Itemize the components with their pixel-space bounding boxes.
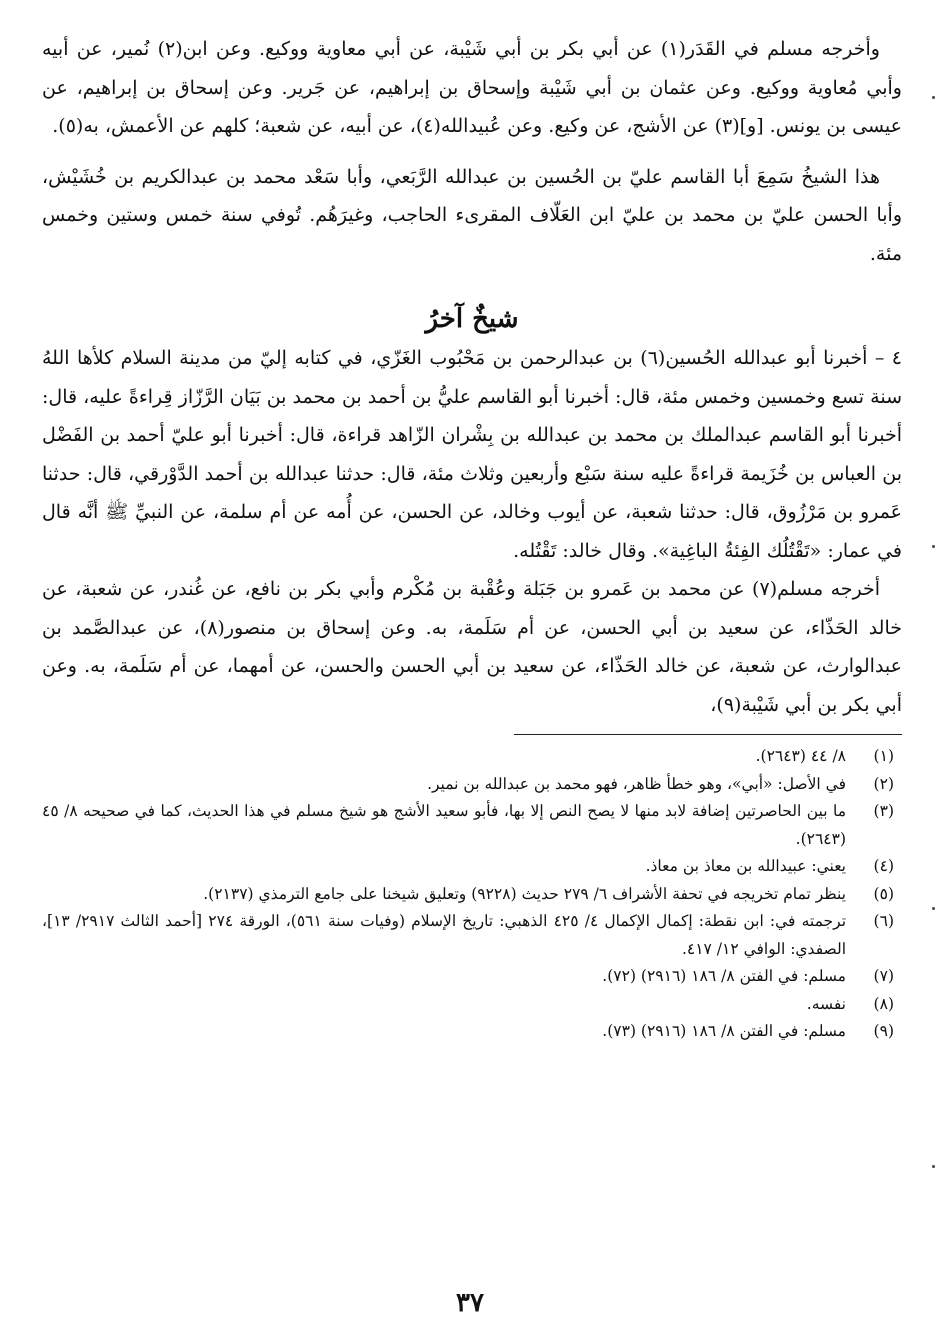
footnote-number: (٢) [873, 774, 894, 793]
footnote-text: ينظر تمام تخريجه في تحفة الأشراف ٦/ ٢٧٩ حديث (٩٢٢٨) وتعليق شيخنا على جامع الترمذي (٢١٣٧). [203, 884, 846, 903]
hadith-paragraph: ٤ – أخبرنا أبو عبدالله الحُسين(٦) بن عبدالرحمن بن مَحْبُوب الغَزّي، في كتابه إليّ من مدينة السلام كلأها اللهُ سنة تسع وخمسين وخمس مئة، قال: أخبرنا أبو القاسم عليُّ بن أحمد بن محمد بن بَيَان الرَّزّاز قِراءةً عليه، قال: أخبرنا أبو القاسم عبدالملك بن محمد بن عبدالله بن بِشْران الزّاهد قراءة، قال: أخبرنا أبو عليّ أحمد بن الفَضْل بن العباس بن خُزَيمة قراءةً عليه سنة سَبْع وأربعين وثلاث مئة، قال: حدثنا عبدالله بن أحمد الدَّوْرقي، قال: حدثنا عَمرو بن مَرْزُوق، قال: حدثنا شعبة، عن أيوب وخالد، عن الحسن، عن أُمه عن أم سلمة، عن النبيِّ ﷺ أنَّه قال في عمار: «تَقْتُلُك الفِئةُ الباغِية». وقال خالد: تَقْتُله. [42, 347, 902, 562]
takhrij-paragraph-1: وأخرجه مسلم في القَدَر(١) عن أبي بكر بن أبي شَيْبة، عن أبي معاوية ووكيع. وعن ابن(٢) نُمير، عن أبيه وأبي مُعاوية ووكيع. وعن عثمان بن أبي شَيْبة وإسحاق بن إبراهيم، عن جَرير. وعن إسحاق بن إبراهيم، عن عيسى بن يونس. [و](٣) عن الأشج، عن وكيع. وعن عُبيدالله(٤)، عن أبيه، عن شعبة؛ كلهم عن الأعمش، به(٥). [42, 38, 902, 137]
footnote-number: (٨) [873, 994, 894, 1013]
footnote-item [42, 743, 902, 771]
footnote-item [42, 881, 902, 909]
footnote-text: نفسه. [806, 994, 846, 1013]
page-number: ٣٧ [456, 1288, 484, 1318]
section-heading: شيخٌ آخرُ [425, 304, 519, 334]
footnote-text: ٨/ ٤٤ (٢٦٤٣). [755, 747, 846, 765]
footnote-number: (٣) [873, 802, 894, 820]
margin-mark [932, 545, 935, 548]
footnote-number: (١) [873, 747, 894, 765]
footnote-number: (٥) [873, 884, 894, 903]
main-text [42, 30, 902, 724]
footnote-separator [514, 734, 902, 735]
footnote-text: يعني: عبيدالله بن معاذ بن معاذ. [645, 857, 846, 875]
footnote-number: (٦) [873, 912, 894, 930]
footnote-number: (٧) [873, 967, 894, 985]
footnote-item [42, 963, 902, 991]
biography-paragraph: هذا الشيخُ سَمِعَ أبا القاسم عليّ بن الحُسين بن عبدالله الرَّبَعي، وأبا سَعْد محمد بن عبدالكريم بن خُشَيْش، وأبا الحسن عليّ بن محمد بن عليّ ابن العَلّاف المقرىء الحاجب، وغيرَهُم. تُوفي سنة خمس وستين وخمس مئة. [42, 165, 902, 265]
takhrij-paragraph-2: أخرجه مسلم(٧) عن محمد بن عَمرو بن جَبَلة وعُقْبة بن مُكْرم وأبي بكر بن نافع، عن غُندر، عن شعبة، عن خالد الحَذّاء، عن سعيد بن أبي الحسن، عن أم سَلَمة، به. وعن إسحاق بن منصور(٨)، عن عبدالصَّمد بن عبدالوارث، عن شعبة، عن خالد الحَذّاء، عن سعيد بن أبي الحسن والحسن، عن أمهما، عن أم سَلَمة، به. وعن أبي بكر بن أبي شَيْبة(٩)، [42, 578, 902, 716]
margin-mark [932, 907, 935, 910]
footnote-text: مسلم: في الفتن ٨/ ١٨٦ (٢٩١٦) (٧٣). [602, 1022, 846, 1040]
footnote-number: (٩) [873, 1022, 894, 1040]
margin-mark [932, 1165, 935, 1168]
footnote-text: ترجمته في: ابن نقطة: إكمال الإكمال ٤/ ٤٢٥ الذهبي: تاريخ الإسلام (وفيات سنة ٥٦١)، الورقة ٢٧٤ [أحمد الثالث ٢٩١٧/ ١٣]، الصفدي: الوافي ١٢/ ٤١٧. [42, 912, 847, 958]
footnotes [42, 743, 902, 1046]
footnote-text: في الأصل: «أبي»، وهو خطأ ظاهر، فهو محمد بن عبدالله بن نمير. [427, 774, 846, 793]
footnote-item [42, 798, 902, 853]
footnote-item [42, 908, 902, 963]
footnote-item [42, 853, 902, 881]
footnote-item [42, 1018, 902, 1046]
footnote-item [42, 991, 902, 1019]
margin-mark [932, 96, 935, 99]
footnote-text: ما بين الحاصرتين إضافة لابد منها لا يصح النص إلا بها، فأبو سعيد الأشج هو شيخ مسلم في هذا الحديث، كما في صحيحه ٨/ ٤٥ (٢٦٤٣). [42, 802, 846, 848]
footnote-number: (٤) [873, 857, 894, 875]
footnote-item [42, 771, 902, 799]
footnote-text: مسلم: في الفتن ٨/ ١٨٦ (٢٩١٦) (٧٢). [602, 967, 846, 985]
